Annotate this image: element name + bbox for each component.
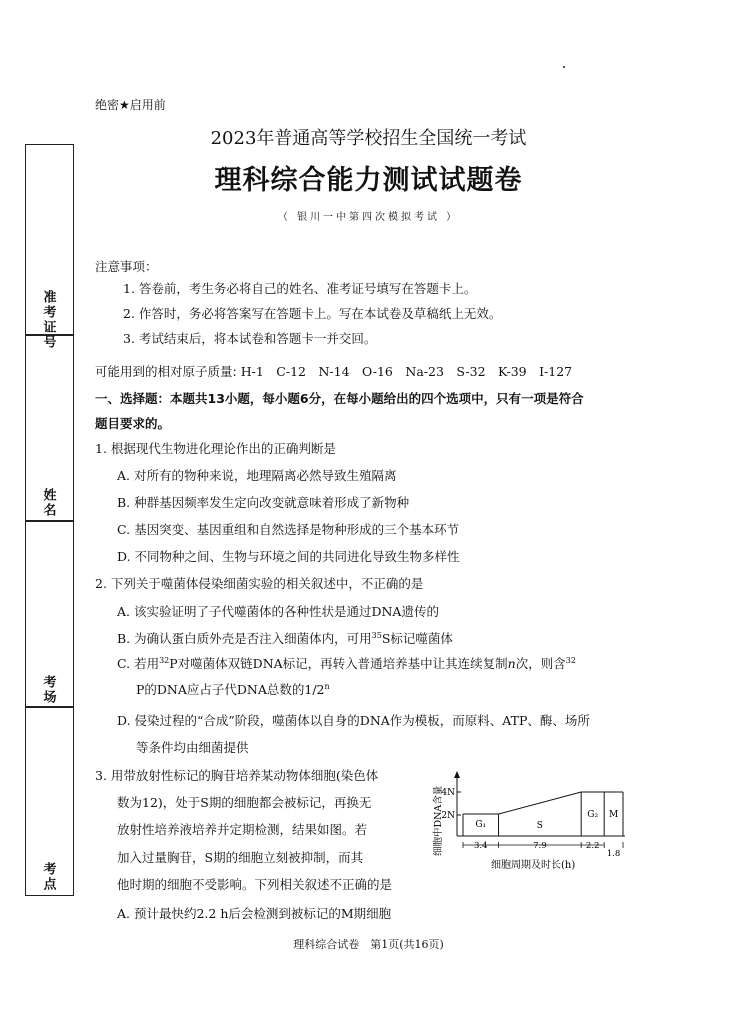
q3-stem-line-2: 数为12)，处于S期的细胞都会被标记，再换无 — [117, 795, 372, 810]
q3-option-a: A. 预计最快约2.2 h后会检测到被标记的M期细胞 — [117, 906, 392, 921]
q1-option-a: A. 对所有的物种来说，地理隔离必然导致生殖隔离 — [117, 468, 397, 483]
paper-subtitle: （ 银川一中第四次模拟考试 ） — [277, 212, 460, 223]
q3-stem-line-1: 3. 用带放射性标记的胸苷培养某动物体细胞(染色体 — [95, 768, 379, 783]
phase-label-0: G₁ — [475, 820, 487, 830]
y-tick-label-4n: 4N — [441, 788, 455, 798]
q1-option-d: D. 不同物种之间、生物与环境之间的共同进化导致生物多样性 — [117, 549, 460, 564]
notice-item-3: 3. 考试结束后，将本试卷和答题卡一并交回。 — [123, 331, 377, 346]
page-footer: 理科综合试卷 第1页(共16页) — [293, 938, 444, 951]
atomic-mass-line — [95, 362, 572, 380]
phase-label-3: M — [608, 810, 619, 820]
duration-label-0: 3.4 — [474, 841, 488, 851]
duration-label-2: 2.2 — [585, 841, 600, 851]
notice-heading: 注意事项： — [95, 259, 158, 274]
exam-title: 2023年普通高等学校招生全国统一考试 — [210, 128, 527, 149]
q1-stem: 1. 根据现代生物进化理论作出的正确判断是 — [95, 441, 336, 456]
side-label-exam-number: 准考证号 — [40, 290, 56, 350]
q2-option-c: C. 若用$^{32}$P对噬菌体双链DNA标记，再转入普通培养基中让其连续复制n次，则含$^{32}$ — [117, 655, 576, 671]
side-label-exam-site: 考点 — [40, 862, 56, 892]
q1-option-c: C. 基因突变、基因重组和自然选择是物种形成的三个基本环节 — [117, 522, 460, 537]
section1-heading: 一、选择题：本题共13小题，每小题6分，在每小题给出的四个选项中，只有一项是符合 — [95, 391, 584, 406]
duration-label-1: 7.9 — [533, 841, 547, 851]
notice-item-1: 1. 答卷前，考生务必将自己的姓名、准考证号填写在答题卡上。 — [123, 281, 477, 296]
atomic-mass-label: 可能用到的相对原子质量: — [95, 364, 237, 379]
q2-stem: 2. 下列关于噬菌体侵染细菌实验的相关叙述中，不正确的是 — [95, 576, 424, 591]
section1-heading-cont: 题目要求的。 — [95, 416, 171, 431]
q2-option-d: D. 侵染过程的“合成”阶段，噬菌体以自身的DNA作为模板，而原料、ATP、酶、场所 — [117, 713, 590, 728]
q2-option-d-cont: 等条件均由细菌提供 — [136, 740, 249, 755]
duration-label-3: 1.8 — [606, 849, 621, 859]
q3-stem-line-4: 加入过量胸苷，S期的细胞立刻被抑制，而其 — [117, 850, 364, 865]
phase-label-2: G₂ — [587, 810, 599, 820]
q3-stem-line-5: 他时期的细胞不受影响。下列相关叙述不正确的是 — [117, 877, 393, 892]
q2-option-a: A. 该实验证明了子代噬菌体的各种性状是通过DNA遗传的 — [117, 604, 439, 619]
paper-title: 理科综合能力测试试题卷 — [214, 165, 523, 196]
cell-cycle-chart — [425, 768, 640, 880]
chart-xlabel: 细胞周期及时长(h) — [491, 860, 576, 871]
q2-option-c-cont: P的DNA应占子代DNA总数的1/2$^n$ — [136, 681, 330, 697]
y-axis-arrow — [454, 771, 460, 778]
y-tick-label-2n: 2N — [441, 811, 455, 821]
q1-option-b: B. 种群基因频率发生定向改变就意味着形成了新物种 — [117, 495, 410, 510]
scan-dot — [563, 66, 565, 68]
notice-item-2: 2. 作答时，务必将答案写在答题卡上。写在本试卷及草稿纸上无效。 — [123, 306, 502, 321]
side-label-name: 姓名 — [40, 488, 56, 518]
chart-ylabel: 细胞中DNA含量 — [433, 785, 444, 856]
q2-option-b: B. 为确认蛋白质外壳是否注入细菌体内，可用$^{35}$S标记噬菌体 — [117, 630, 453, 646]
confidential-mark: 绝密★启用前 — [95, 98, 166, 112]
side-label-exam-room: 考场 — [40, 675, 56, 705]
q3-stem-line-3: 放射性培养液培养并定期检测，结果如图。若 — [117, 822, 368, 837]
phase-label-1: S — [536, 821, 543, 831]
atomic-mass-values: H-1 C-12 N-14 O-16 Na-23 S-32 K-39 I-127 — [240, 364, 573, 379]
dna-content-line — [463, 792, 623, 814]
